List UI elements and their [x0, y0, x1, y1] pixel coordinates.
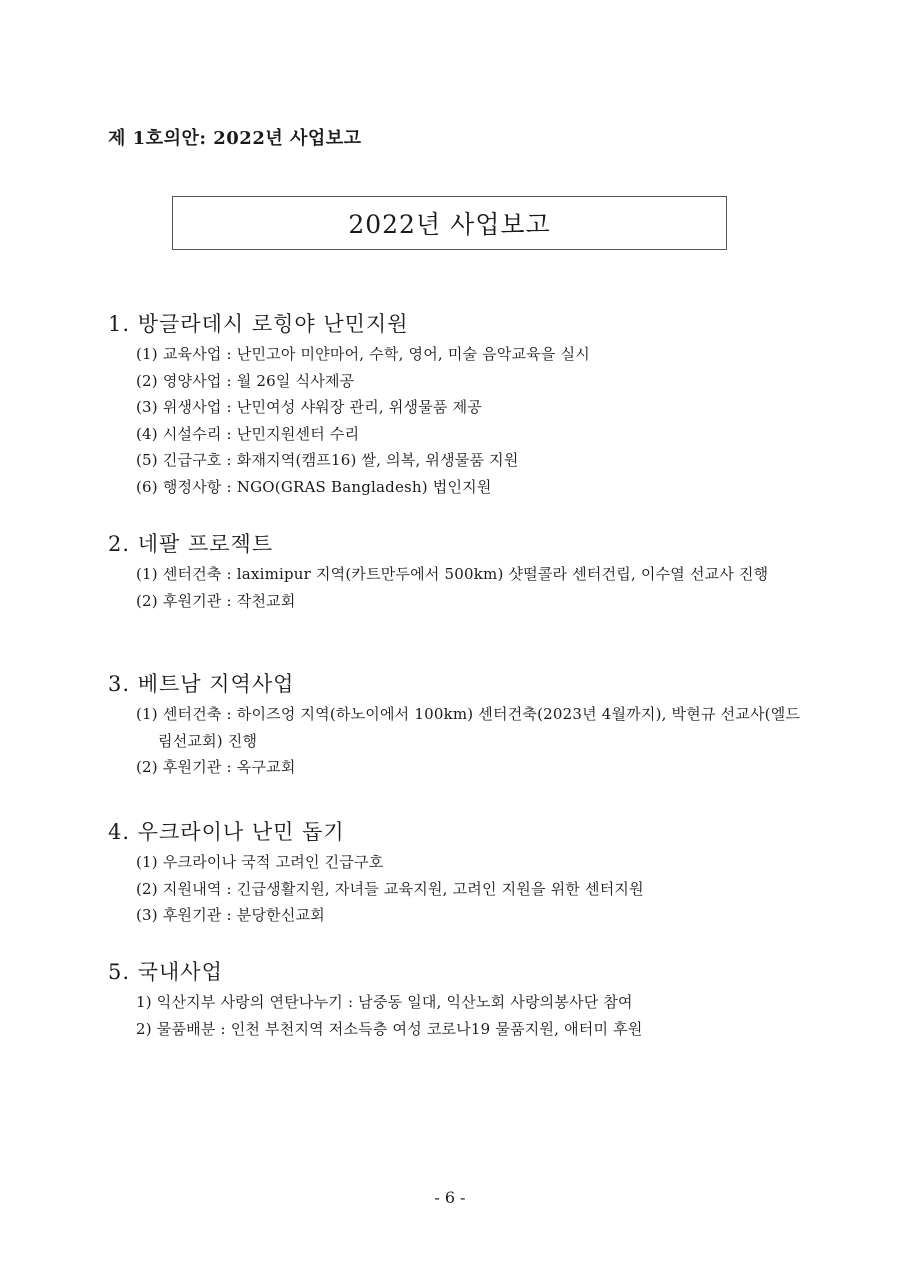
- agenda-heading: 제 1호의안: 2022년 사업보고: [108, 128, 362, 149]
- document-title-box: [172, 196, 727, 250]
- section-vietnam: [108, 667, 808, 781]
- list-item: (3) 후원기관 : 분당한신교회: [136, 906, 325, 924]
- section-title: 2. 네팔 프로젝트: [108, 532, 274, 556]
- section-title: 3. 베트남 지역사업: [108, 672, 295, 696]
- list-item: (1) 교육사업 : 난민고아 미얀마어, 수학, 영어, 미술 음악교육을 실시: [136, 345, 590, 363]
- list-item: (6) 행정사항 : NGO(GRAS Bangladesh) 법인지원: [136, 477, 492, 496]
- list-item: (1) 우크라이나 국적 고려인 긴급구호: [136, 853, 384, 871]
- section-bangladesh: [108, 307, 808, 500]
- list-item: (2) 후원기관 : 작천교회: [136, 591, 296, 610]
- document-title: 2022년 사업보고: [348, 210, 551, 239]
- list-item: (2) 영양사업 : 월 26일 식사제공: [136, 371, 355, 390]
- list-item: (2) 후원기관 : 옥구교회: [136, 758, 296, 776]
- list-item: (2) 지원내역 : 긴급생활지원, 자녀들 교육지원, 고려인 지원을 위한 센터지원: [136, 879, 644, 898]
- section-domestic: [108, 955, 808, 1042]
- list-item: 1) 익산지부 사랑의 연탄나누기 : 남중동 일대, 익산노회 사랑의봉사단 참여: [136, 993, 633, 1011]
- section-title: 5. 국내사업: [108, 960, 223, 984]
- section-title: 1. 방글라데시 로힝야 난민지원: [108, 312, 409, 336]
- list-item: (3) 위생사업 : 난민여성 샤워장 관리, 위생물품 제공: [136, 398, 482, 416]
- list-item: (5) 긴급구호 : 화재지역(캠프16) 쌀, 의복, 위생물품 지원: [136, 451, 519, 469]
- list-item: (4) 시설수리 : 난민지원센터 수리: [136, 424, 360, 443]
- list-item: (1) 센터건축 : laximipur 지역(카트만두에서 500km) 샷떨콜라 센터건립, 이수열 선교사 진행: [136, 565, 769, 583]
- list-item: 2) 물품배분 : 인천 부천지역 저소득층 여성 코로나19 물품지원, 애터미 후원: [136, 1019, 643, 1038]
- section-ukraine: [108, 815, 808, 929]
- section-title: 4. 우크라이나 난민 돕기: [108, 820, 345, 844]
- list-item: (1) 센터건축 : 하이즈엉 지역(하노이에서 100km) 센터건축(2023년 4월까지), 박현규 선교사(엘드림선교회) 진행: [136, 705, 801, 750]
- page-number: - 6 -: [434, 1188, 466, 1207]
- section-nepal: [108, 527, 808, 614]
